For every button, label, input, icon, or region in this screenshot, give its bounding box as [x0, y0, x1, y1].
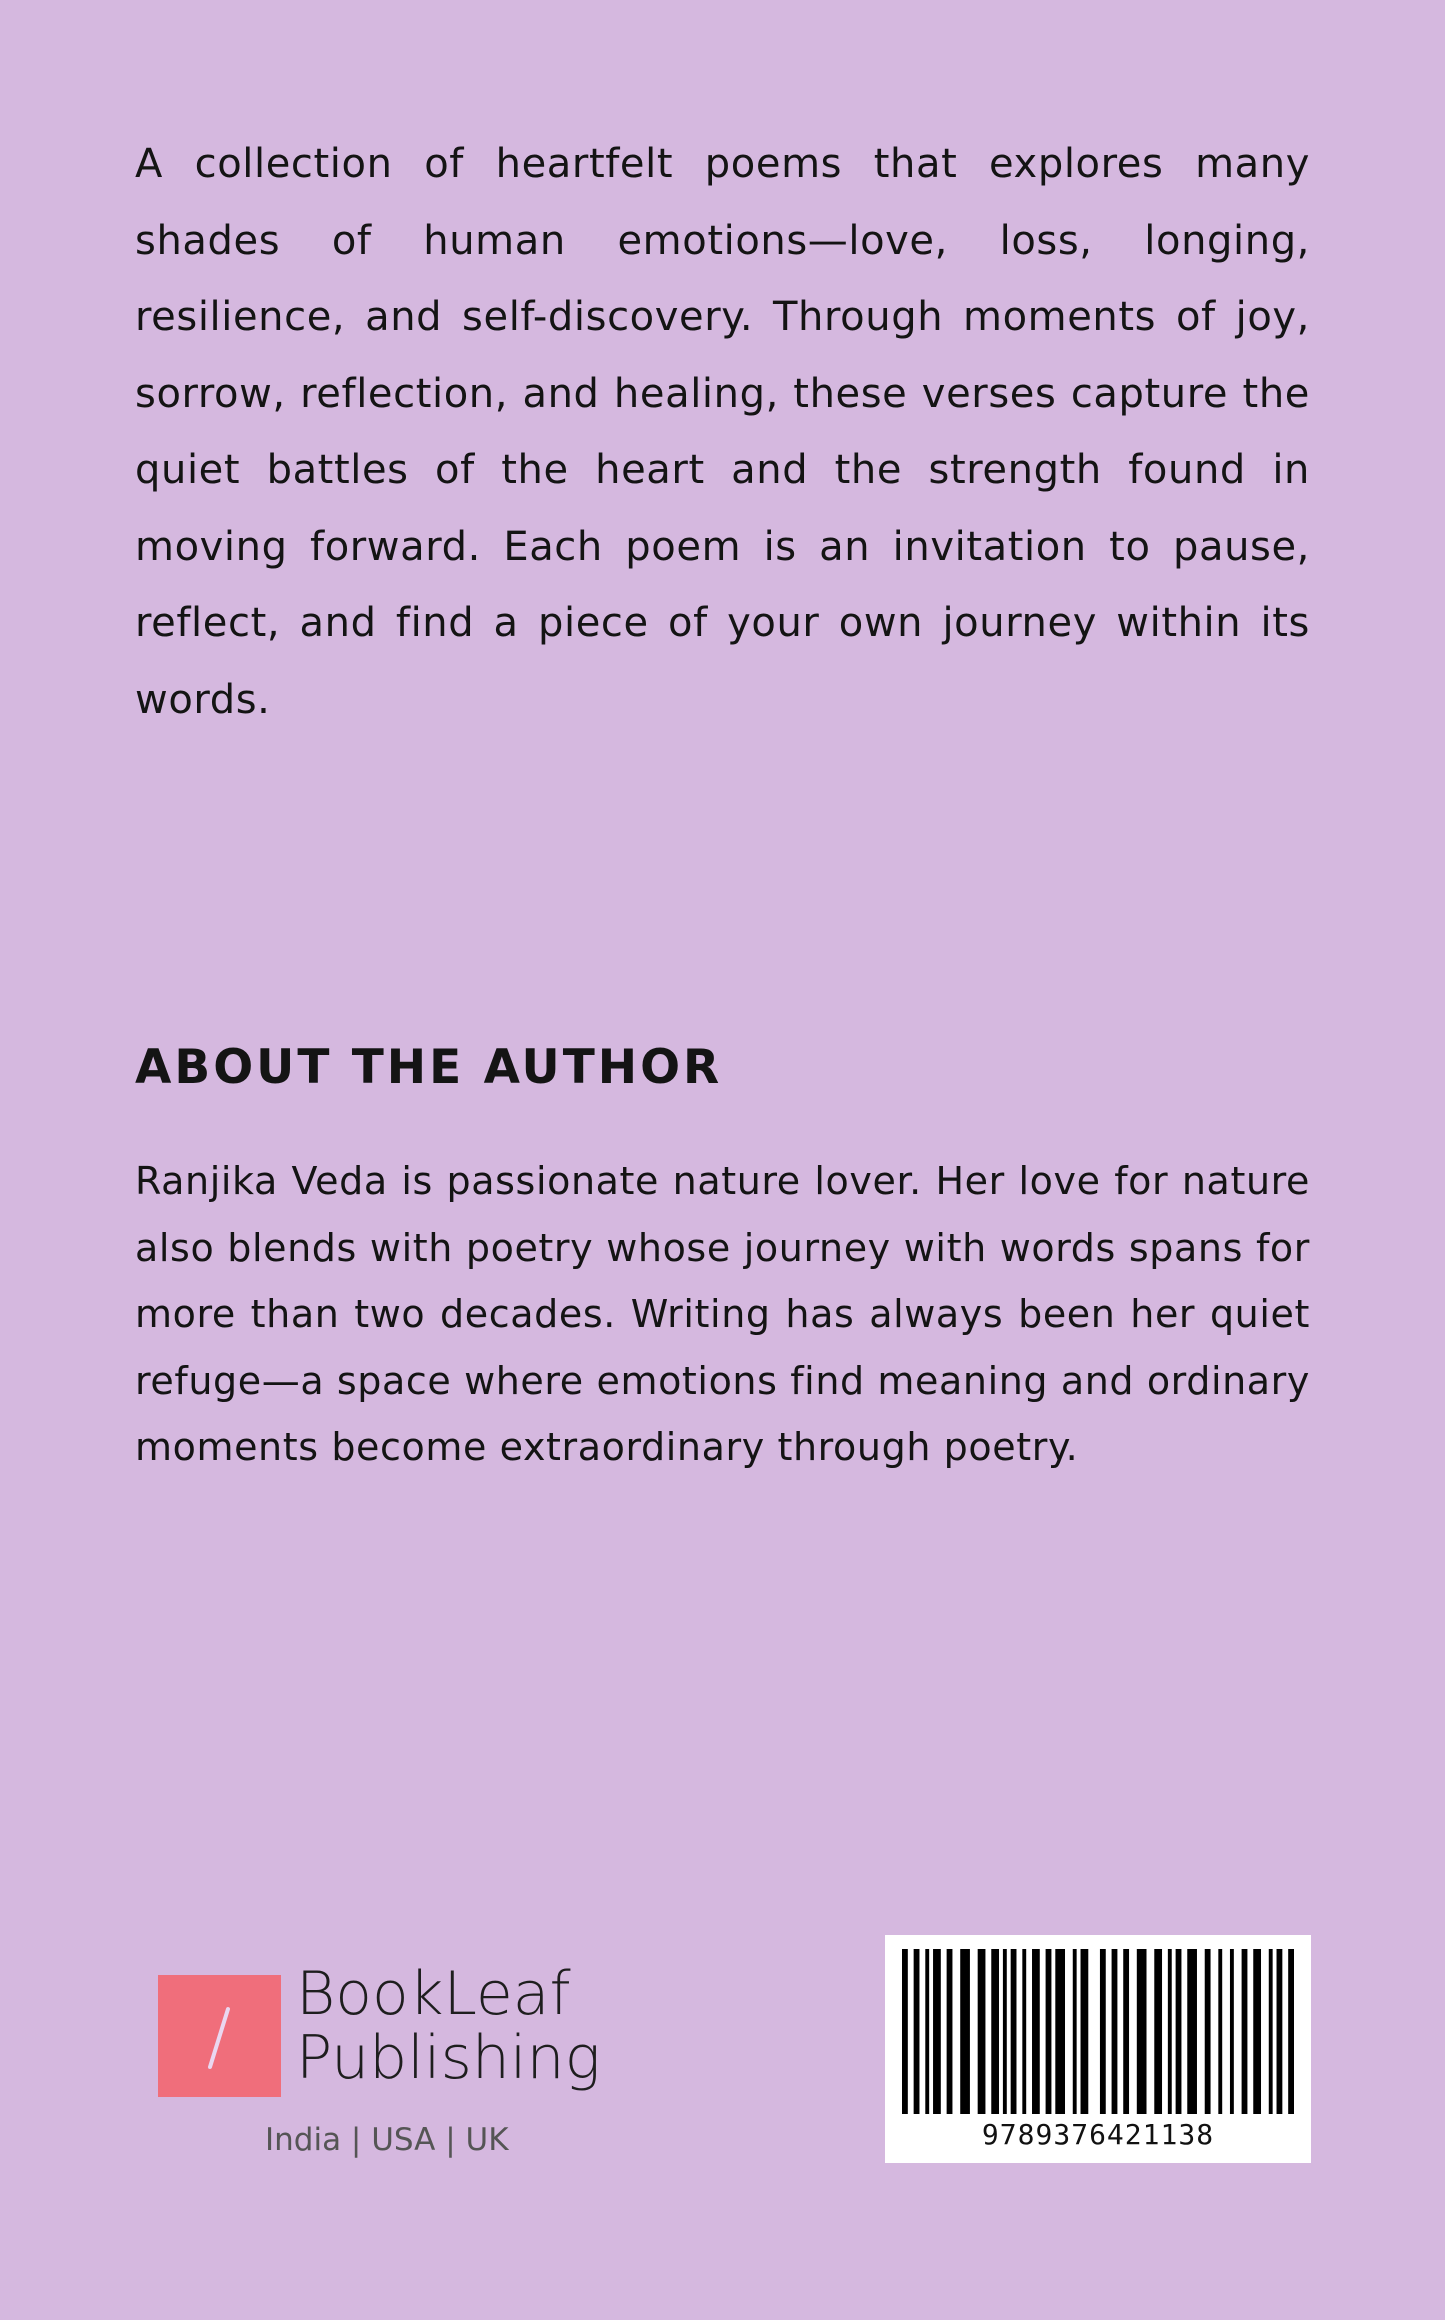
- slash-logo-icon: [158, 1975, 281, 2097]
- isbn-barcode: [885, 1935, 1311, 2163]
- barcode-bar: [1032, 1949, 1040, 2114]
- barcode-bar: [933, 1949, 941, 2114]
- barcode-bar: [1100, 1949, 1106, 2114]
- barcode-bar: [1205, 1949, 1211, 2114]
- barcode-bar: [1187, 1949, 1197, 2114]
- barcode-bar: [925, 1949, 929, 2114]
- barcode-bar: [1055, 1949, 1065, 2114]
- barcode-bar: [947, 1949, 953, 2114]
- barcode-bar: [902, 1949, 908, 2114]
- barcode-bar: [1230, 1949, 1234, 2114]
- barcode-bar: [1253, 1949, 1261, 2114]
- barcode-bar: [1137, 1949, 1147, 2114]
- barcode-bar: [1112, 1949, 1118, 2114]
- barcode-bar: [1242, 1949, 1248, 2114]
- barcode-bar: [991, 1949, 999, 2114]
- barcode-bar: [1123, 1949, 1129, 2114]
- barcode-bar: [978, 1949, 986, 2114]
- barcode-bar: [1081, 1949, 1089, 2114]
- barcode-bar: [1046, 1949, 1052, 2114]
- barcode-bar: [1003, 1949, 1007, 2114]
- barcode-bar: [1154, 1949, 1162, 2114]
- barcode-bar: [1176, 1949, 1182, 2114]
- publisher-name: [296, 1959, 601, 2093]
- isbn-number: 9789376421138: [981, 2118, 1215, 2151]
- barcode-bars: [902, 1949, 1294, 2114]
- barcode-bar: [1218, 1949, 1222, 2114]
- back-cover-blurb: A collection of heartfelt poems that explores many shades of human emotions—love, loss, longing, resilience, and self-discovery. Through moments of joy, sorrow, reflection, and healing, these verses capture the quiet battles of the heart and the strength found in moving forward. Each poem is an invitation to pause, reflect, and find a piece of your own journey within its words.: [135, 141, 1310, 723]
- barcode-bar: [960, 1949, 970, 2114]
- barcode-bar: [914, 1949, 920, 2114]
- barcode-bar: [1011, 1949, 1017, 2114]
- publisher-name-line1: BookLeaf: [296, 1959, 571, 2029]
- barcode-bar: [1269, 1949, 1273, 2114]
- barcode-bar: [1022, 1949, 1026, 2114]
- barcode-bar: [1168, 1949, 1172, 2114]
- about-author-heading: ABOUT THE AUTHOR: [135, 1040, 723, 1095]
- barcode-bar: [1277, 1949, 1283, 2114]
- publisher-name-line2: Publishing: [296, 2023, 601, 2093]
- barcode-bar: [1073, 1949, 1077, 2114]
- publisher-block: [158, 1959, 618, 2170]
- publisher-locations: India | USA | UK: [265, 2122, 509, 2158]
- about-author-text: Ranjika Veda is passionate nature lover. Her love for nature also blends with poetry whose journey with words spans for more than two decades. Writing has always been her quiet refuge—a space where emotions find meaning and ordinary moments become extraordinary through poetry.: [135, 1159, 1310, 1469]
- barcode-bar: [1288, 1949, 1294, 2114]
